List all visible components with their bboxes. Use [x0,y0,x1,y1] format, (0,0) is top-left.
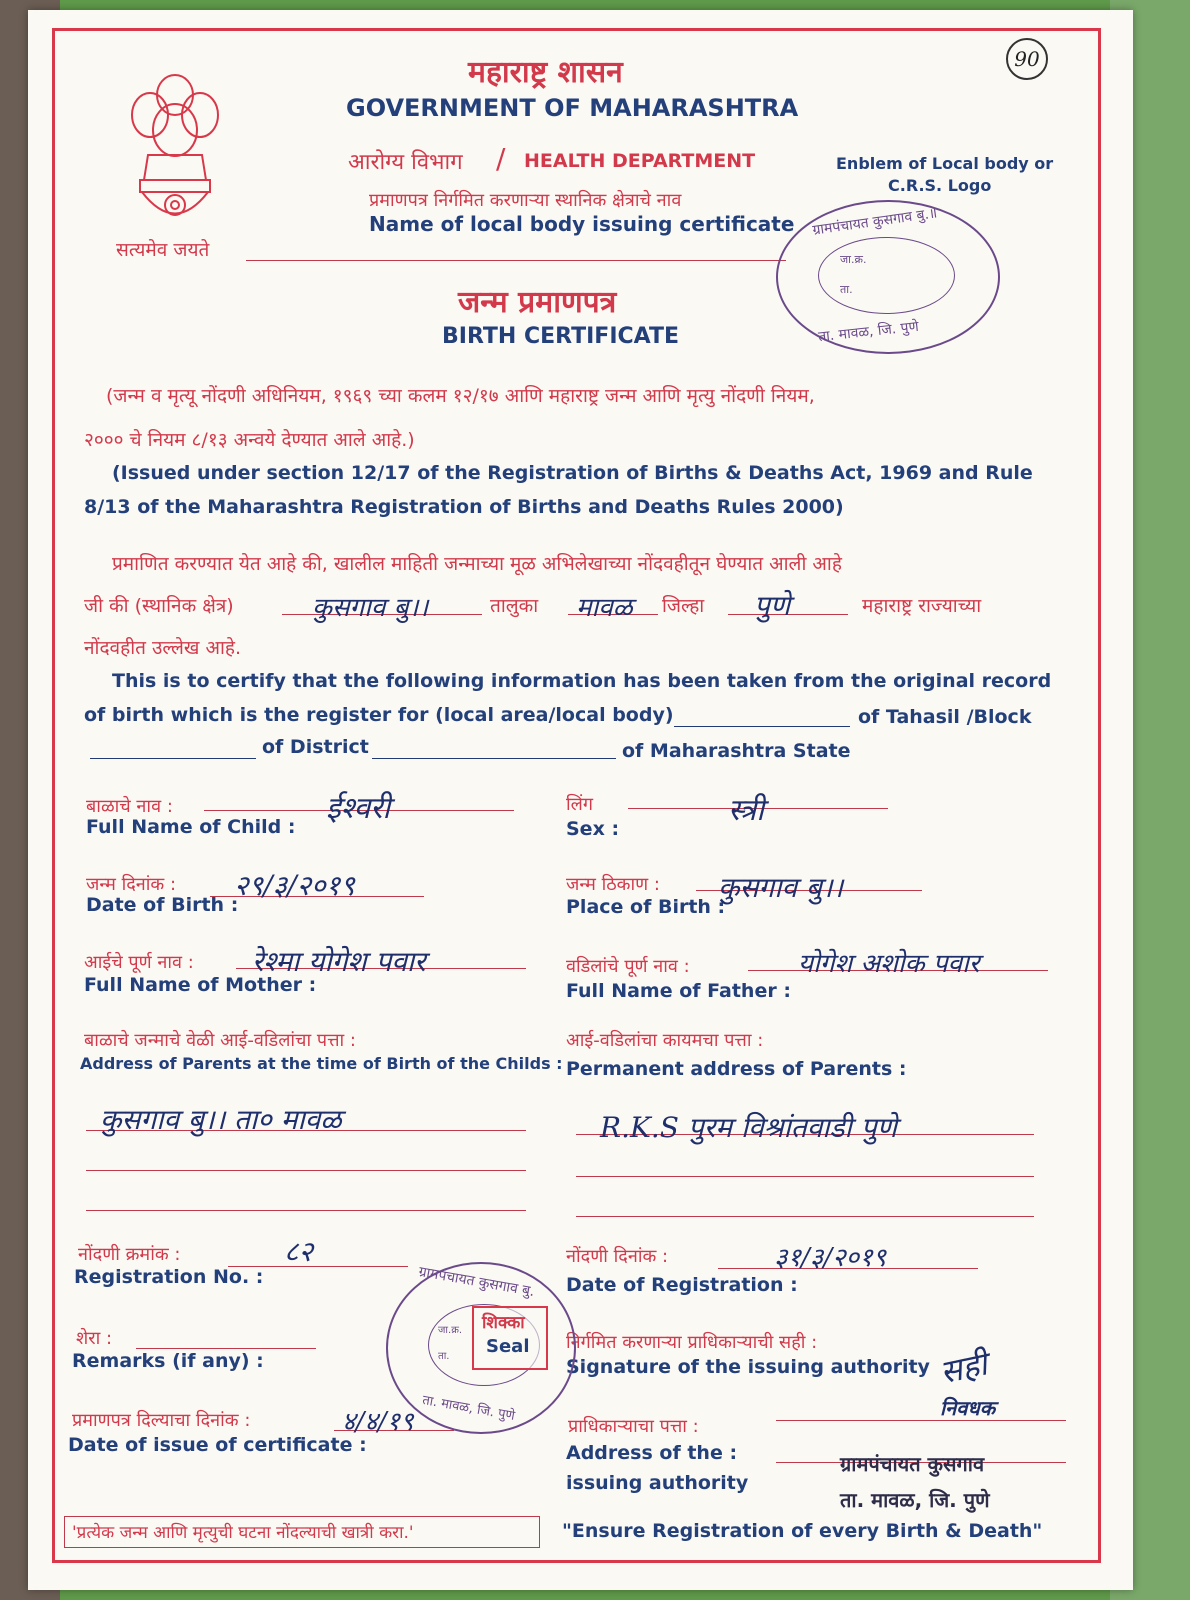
authority-stamp-line-2: ता. मावळ, जि. पुणे [840,1488,990,1512]
authority-addr-label-english-1: Address of the : [566,1442,738,1464]
pob-label-marathi: जन्म ठिकाण : [566,874,660,895]
seal-box [472,1306,548,1370]
reg-date-label-marathi: नोंदणी दिनांक : [566,1246,669,1267]
seal-label-marathi: शिक्का [482,1313,525,1333]
seal-label-english: Seal [486,1336,530,1357]
remarks-label-marathi: शेरा : [76,1328,113,1349]
certify-marathi-2d: महाराष्ट्र राज्याच्या [862,595,982,617]
mother-value: रेश्मा योगेश पवार [252,945,426,978]
pob-label-english: Place of Birth : [566,896,726,918]
act-english-2: 8/13 of the Maharashtra Registration of Births and Deaths Rules 2000) [84,496,844,518]
reg-no-label-marathi: नोंदणी क्रमांक : [78,1244,181,1265]
addr-perm-line-2 [576,1176,1034,1177]
hw-district: पुणे [754,589,791,622]
dob-label-marathi: जन्म दिनांक : [86,874,177,895]
sex-label-english: Sex : [566,818,620,840]
child-name-value: ईश्वरी [326,791,391,826]
issue-date-label-english: Date of issue of certificate : [68,1434,367,1456]
act-marathi-1: (जन्म व मृत्यू नोंदणी अधिनियम, १९६९ च्या कलम १२/१७ आणि महाराष्ट्र जन्म आणि मृत्यु नोंदणी नियम, [106,385,815,407]
title-english: BIRTH CERTIFICATE [442,324,680,349]
addr-birth-label-marathi: बाळाचे जन्माचे वेळी आई-वडिलांचा पत्ता : [84,1030,356,1051]
addr-birth-line-2 [86,1170,526,1171]
father-label-english: Full Name of Father : [566,980,791,1002]
emblem-note-1: Enblem of Local body or [836,154,1054,173]
pob-value: कुसगाव बु।। [718,871,844,904]
hw-local-area: कुसगाव बु।। [312,593,429,623]
district-blank-line [372,758,616,759]
reg-date-value: ३१/३/२०१९ [774,1243,887,1273]
stamp-top-ring-top: ग्रामपंचायत कुसगाव बु.॥ [811,205,939,239]
authority-addr-line-1 [776,1420,1066,1421]
reg-no-label-english: Registration No. : [74,1266,264,1288]
addr-birth-value: कुसगाव बु।। ता० मावळ [100,1103,342,1136]
header-dept-sep: / [496,142,506,175]
header-local-body-english: Name of local body issuing certificate [369,212,795,236]
mother-label-marathi: आईचे पूर्ण नाव : [84,952,194,973]
stamp-top-center-2: ता. [840,283,853,296]
header-local-body-marathi: प्रमाणपत्र निर्गमित करणाऱ्या स्थानिक क्षेत्राचे नाव [369,190,682,211]
reg-date-label-english: Date of Registration : [566,1274,798,1296]
emblem-note-2: C.R.S. Logo [888,176,992,195]
state-emblem-icon [120,60,230,240]
remarks-label-english: Remarks (if any) : [72,1350,264,1372]
signature-label-english: Signature of the issuing authority [566,1356,930,1378]
father-label-marathi: वडिलांचे पूर्ण नाव : [566,956,690,977]
addr-perm-value: R.K.S पुरम विश्रांतवाडी पुणे [600,1111,897,1144]
addr-perm-label-marathi: आई-वडिलांचा कायमचा पत्ता : [566,1030,764,1051]
gram-panchayat-seal [386,1262,576,1434]
page-number: 90 [1006,38,1048,80]
header-state-english: GOVERNMENT OF MAHARASHTRA [346,94,799,122]
sex-value: स्त्री [728,793,764,828]
certify-english-1: This is to certify that the following information has been taken from the original record [112,670,1052,692]
footer-english: "Ensure Registration of every Birth & Death" [562,1520,1043,1542]
signature-value: सही [936,1344,991,1392]
motto: सत्यमेव जयते [116,239,210,261]
header-state-marathi: महाराष्ट्र शासन [468,55,623,90]
father-value: योगेश अशोक पवार [798,949,980,979]
addr-birth-label-english: Address of Parents at the time of Birth of the Childs : [80,1054,563,1073]
tahasil-blank-line [90,758,256,759]
header-dept-marathi: आरोग्य विभाग [348,150,463,175]
mother-label-english: Full Name of Mother : [84,974,317,996]
gram-panchayat-stamp-top [776,200,1000,354]
stamp-top-center-1: जा.क्र. [840,253,867,266]
addr-birth-line-3 [86,1210,526,1211]
seal-center-2: ता. [438,1351,450,1362]
certify-marathi-2b: तालुका [490,595,539,617]
sex-label-marathi: लिंग [566,794,593,815]
act-marathi-2: २००० चे नियम ८/१३ अन्वये देण्यात आले आहे.) [84,429,415,451]
local-body-blank-line [674,726,850,727]
certify-marathi-2c: जिल्हा [662,595,705,617]
reg-no-value: ८२ [284,1235,314,1268]
hw-taluka: मावळ [576,593,633,623]
certify-marathi-3: नोंदवहीत उल्लेख आहे. [84,637,241,659]
authority-stamp-line-1: ग्रामपंचायत कुसगाव [840,1452,985,1476]
signature-title: निवधक [940,1396,996,1420]
child-name-label-english: Full Name of Child : [86,816,296,838]
reg-no-line [228,1266,408,1267]
seal-center-1: जा.क्र. [438,1325,463,1336]
certify-english-2a: of birth which is the register for (local area/local body) [84,704,674,726]
seal-ring-top: ग्रामपंचायत कुसगाव बु. [417,1263,536,1301]
authority-addr-label-english-2: issuing authority [566,1472,749,1494]
certify-english-3b: of Maharashtra State [622,740,851,762]
addr-perm-label-english: Permanent address of Parents : [566,1058,907,1080]
dob-label-english: Date of Birth : [86,894,239,916]
certify-english-3a: of District [262,736,369,758]
certify-marathi-2a: जी की (स्थानिक क्षेत्र) [84,595,234,617]
addr-perm-line-3 [576,1216,1034,1217]
authority-addr-label-marathi: प्राधिकाऱ्याचा पत्ता : [568,1416,699,1437]
act-english-1: (Issued under section 12/17 of the Registration of Births & Deaths Act, 1969 and Rule [112,462,1033,484]
local-body-line [246,260,786,261]
issue-date-value: ४/४/१९ [342,1407,414,1437]
header-dept-english: HEALTH DEPARTMENT [524,150,756,172]
dob-value: २९/३/२०१९ [234,869,355,902]
title-marathi: जन्म प्रमाणपत्र [458,285,617,320]
issue-date-label-marathi: प्रमाणपत्र दिल्याचा दिनांक : [72,1410,251,1431]
certify-english-2b: of Tahasil /Block [858,706,1032,728]
certify-marathi-1: प्रमाणित करण्यात येत आहे की, खालील माहिती जन्माच्या मूळ अभिलेखाच्या नोंदवहीतून घेण्यात आली आहे [112,553,842,575]
remarks-line [136,1348,316,1349]
seal-ring-bottom: ता. मावळ, जि. पुणे [421,1392,516,1424]
child-name-label-marathi: बाळाचे नाव : [86,796,173,817]
footer-marathi: 'प्रत्येक जन्म आणि मृत्युची घटना नोंदल्याची खात्री करा.' [72,1523,414,1543]
signature-label-marathi: निर्गमित करणाऱ्या प्राधिकाऱ्याची सही : [566,1332,818,1353]
certificate-paper [28,10,1133,1590]
stamp-top-ring-bottom: ता. मावळ, जि. पुणे [817,318,920,346]
